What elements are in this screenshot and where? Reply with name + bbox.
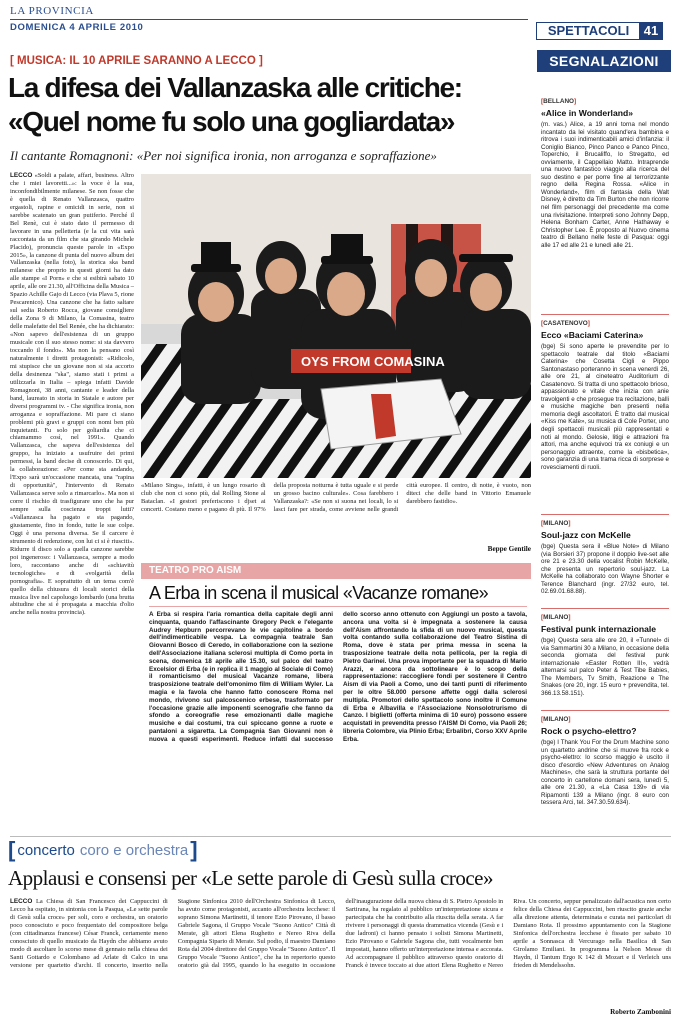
sidebar-item-title: «Alice in Wonderland» <box>541 108 634 118</box>
sidebar-item-place: BELLANO <box>543 98 575 105</box>
kicker-text: MUSICA: IL 10 APRILE SARANNO A LECCO <box>17 55 256 67</box>
headline-line-1: La difesa dei Vallanzaska alle critiche: <box>8 72 462 103</box>
concerto-byline: Roberto Zambonini <box>610 1008 671 1016</box>
sidebar-item-title: Soul-jazz con McKelle <box>541 530 631 540</box>
sidebar-title: SEGNALAZIONI <box>537 50 671 72</box>
concerto-headline: Applausi e consensi per «Le sette parole di Gesù sulla croce» <box>8 866 493 890</box>
sidebar-item-body: (bge) I Thank You For the Drum Machine sono un quartetto andrine che si muove fra rock e psycho-elettro: lo scorso maggio è uscito il disco d'esordio «New Adventures on Analog Machines», che sarà la struttura portante del concerto in cartellone domani sera, lunedì 5, alle ore 21.30, a «La Casa 139» di via Ripamonti 139 a Milano (ingr. 8 euro con tessera Arci, tel. 347.30.59.634). <box>541 739 669 807</box>
concerto-dateline: LECCO <box>10 898 33 905</box>
band-photo-illustration <box>141 174 531 478</box>
kicker-bracket-close: ] <box>255 55 263 67</box>
sidebar-item: [BELLANO] «Alice in Wonderland» (m. vas.) Alice, a 19 anni torna nel mondo incantato da lei visitato quand'era bambina e ritrova i suoi indimenticabili amici d'infanzia: il Coniglio Bianco, Pinco Panco e Panco Pinco, Toperchio, il Brucaliffo, lo Stregatto, ed ovviamente, il Cappellaio Matto. Intraprende una nuovo fantastico viaggio alla ricerca del suo destino e per porre fine al terrorizzante regno della Regina Rossa. «Alice in Wonderland», film di fantasia della Walt Disney, è diretto da Tim Burton che non ricorre nel film personaggi del precedente ma come una rivisitazione. Interpreti sono Johnny Depp, Helena Bonham Carter, Anne Hathaway e Christopher Lee. È proposto al Nuovo cinema teatro di Bellano nelle feste di Pasqua: oggi alle 17 ed alle 21 e lunedì alle 21. <box>541 98 669 288</box>
masthead-paper: LA PROVINCIA <box>10 5 94 17</box>
photo-banner-text: OYS FROM COMASINA <box>301 354 445 369</box>
article-col2-text: «Milano Sings», infatti, è un lungo rosario di club che non ci sono più, dal Rolling Stone al Bataclan. «I gestori preferiscono i djset ai concerti. Costano meno e pagano di più. Il 97% della proposta notturna è tutta uguale e si perde un grosso bacino culturale». Cosa farebbero i Vallanzaska?: «Se non si suona nei locali, lo si lasci fare per strada, come avviene nelle grandi città europee. Il centro, di notte, è vuoto, non diteci che delle band in Vittorio Emanuele darebbero fastidio». <box>141 482 531 513</box>
page-number: 41 <box>639 22 663 40</box>
headline-line-2: «Quel nome fu solo una gogliardata» <box>8 106 455 137</box>
section-divider <box>10 836 671 837</box>
section-label: SPETTACOLI <box>536 22 640 40</box>
concerto-bracket-open: [ <box>8 837 16 862</box>
sidebar-item-body: (bge) Questa sera alle ore 20, il «Tunnel» di via Sammartini 30 a Milano, in occasione della seconda giornata del festival punk internazionale «Easter Rotten III», vedrà alternarsi sul palco Peter & Test Tibe Babies, The Members, Tv Smith, Reazione e The Snakes (ore 20, ingr. 15 euro + prevendita, tel. 366.13.58.151). <box>541 637 669 697</box>
aism-body: A Erba si respira l'aria romantica della capitale degli anni cinquanta, quando l'affascinante Gregory Peck e l'elegante Audrey Hepburn percorrevano le vie capitoline a bordo dell'indimenticabile vespa. La compagnia teatrale San Giovanni Bosco di Ceredo, in collaborazione con la sezione dell'Associazione italiana sclerosi multipla di Como porta in scena, domenica 18 aprile alle 15.30, sul palco del teatro Excelsior di Erba (e in replica il 1 maggio al Sociale di Como) il romanticismo del musical Vacanze romane, libera trasposizione teatrale dell'omonimo film di William Wyler. La magia e la favola che hanno fatto conoscere Roma nel mondo, rivivono sul palcoscenico erbese, trasformato per l'occasione grazie alle imponenti scenografie che fanno da sfondo a coreografie rese emozionanti dalle magiche musiche e dai costumi, tra cui spiccano gonne a ruote e pantaloni a sigaretta. La Compagnia San Giovanni non è nuova a questi esperimenti. Reduce infatti dal successo dello scorso anno ottenuto con Aggiungi un posto a tavola, ancora una volta si è impegnata a sostenere la causa dell'Aism affrontando la sfida di un nuovo musical, questa volta contando sulla collaborazione del Teatro Sistina di Roma, dove è stata per prima messa in scena la trasposizione teatrale della nota pellicola, per la regia di Pietro Garinei. Una prova importante per la squadra di Mario Arazzi, e ancora da sottolineare è lo scopo della rappresentazione: raccogliere fondi per sostenere il Centro Aism di via Paoli a Como, uno dei tanti punti di riferimento per le oltre 58.000 persone affette oggi dalla sclerosi multipla. Promotori dello spettacolo sono inoltre il Comune di Erba e Albavilla e l'Associazione Nonsolotrurismo di Canzo. I biglietti (offerta minima di 10 euro) possono essere acquistati in prevendita presso l'AISM Di Como, via Paoli 26; libreria Colombre, via Plinio Erba; Erbalibri, Corso XXV Aprile Erba. <box>149 611 527 743</box>
sidebar-item-place: MILANO <box>543 716 569 723</box>
concerto-text: La Chiesa di San Francesco dei Cappuccini di Lecco ha ospitato, in sintonia con la Pasqua, «Le sette parole di Gesù sulla croce» per soli, coro e orchestra, un oratorio poco conosciuto e poco frequentato del compositore belga (con cittadinanza francese) César Franck, certamente meno conosciuto di quello musicato da Haydn che abbiamo avuto modo di ascoltare lo scorso mese di gennaio nella chiesa dei Santi Gottardo e Colombano ad Arlate di Calco in una versione per quartetto d'archi. Il concerto, inserito nella Stagione Sinfonica 2010 dell'Orchestra Sinfonica di Lecco, ha avuto come protagonisti, accanto all'orchestra lecchese: il soprano Simona Martinetti, il tenore Ezio Pirovano, il basso Gabriele Sagona, il Gruppo Vocale "Suono Antico" Città di Merate, gli attori Elena Rughetto e Nereo Riva della Compagnia Sipario di Merate. Sul podio, il maestro Damiano Rota dal 2004 direttore del Gruppo Vocale "Suono Antico". Il Gruppo Vocale "Suono Antico", che ha in repertorio questo oratorio già dal 1995, quando lo ha eseguito in occasione dell'inaugurazione della nuova chiesa di S. Pietro Apostolo in Sartirana, ha regalato al pubblico un'interpretazione sicura e partecipata che ha contribuito alla riuscita della serata. A far rivivere i personaggi di questa drammatica vicenda (Gesù e i due ladroni) ci hanno pensato i solisti Simona Martinetti, Ezio Pirovano e Gabriele Sagona che, tutti vocalmente ben impostati, hanno offerto un'interpretazione intensa e accorata. Ad accompagnare il pubblico attraverso questo oratorio di Franck è invece toccato ai due attori Elena Rughetto e Nereo Riva. Un concerto, seppur penalizzato dall'acustica non certo felice della Chiesa dei Cappuccini, ben riuscito grazie anche alla direzione attenta, determinata e curata nei particolari di Damiano Rota. Il prossimo appuntamento con la Stagione Sinfonica dell'orchestra lecchese è fissato per sabato 10 aprile a Sonnasca di Vercurago nella Basilica di San Girolamo Emiliani. In programma la Nelson Messe di Haydn, il Tantum Ergo K 142 di Mozart e il Verleich uns frieden di Mendelssohn. <box>10 898 671 969</box>
concerto-body <box>10 898 671 1008</box>
sidebar-item-place: MILANO <box>543 520 569 527</box>
sidebar-item-title: Ecco «Baciami Caterina» <box>541 330 644 340</box>
sidebar-item-title: Festival punk internazionale <box>541 624 657 634</box>
sidebar <box>537 50 671 830</box>
article-col1-text: «Soldi a palate, affari, business. Altro che i miei lavoretti...»: la voce è la sua, inconfondibilmente milanese. Se non fosse che è quella di Renato Vallanzasca, quattro ergastoli, rapine e omicidi in serie, non si sarebbe scatenato un gran putiferio. Perché il Bel Renè, cui è stato dato il permesso di lavorare in una pelletteria (e la cui vita sarà raccontata da un film che sta girando Michele Placido), pronuncia queste parole in «Expo 2015», la canzone di punta del nuovo album dei Vallanzaska (nella foto), la storica ska band milanese che proprio in questi giorni ha dato alle stampe «I Porn» e che si esibirà sabato 10 aprile, alle ore 21.30, all'Officina della Musica – Spazio Achille Gajo di Lecco (via Plava 5, rione Pescarenico). Una canzone che ha fatto saltare sul sedia Roberto Rocca, giovane consigliere della Zona 9 di Milano, la Comasina, teatro delle malefatte del Bel Renée, che ha dichiarato: «Non sapevo dell'esistenza di un gruppo musicale con il suo stesso nome: si sta davvero toccando il fondo». Ma non la pensano così naturalmente i diretti protagonisti: «Ridicolo, mi stupisce che un giovane non si sia accorto della desinenza "ska", siamo stati i primi a utilizzarla in Italia – spiega infatti Davide Romagnoni, 38 anni, cantante e leader della band, laureato in storia in Statale e autore per diversi programmi tv. - Che significa ironia, non arroganza e sopraffazione. Mi pare ci siano problemi più gravi e gruppi con nomi ben più inquietanti. Fu solo per goliardia che ci chiamammo così, nel 1991». Quando Vallanzasca, che sapeva dell'esistenza del gruppo, ha iniziato a usufruire dei primi permessi, la band decise di conoscerlo. Di qui, la collaborazione: «Per come sta andando, l'Expo sarà un'occasione mancata, una "rapina di opportunità", l'intervento di Renato Vallanzasca serve solo a rimarcarlo». Ma non si corre il rischio di trasfigurare uno che ha pur sempre sulla coscienza troppi lutti? «Vallanzasca ha pagato e sta pagando, giustamente, fino in fondo, tutte le sue colpe. Oggi è una persona diversa. Se il carcere è strumento di redenzione, con lui ci si è riusciti». Ridurre il disco solo a quella canzone sarebbe poi ingeneroso: i Vallanzasca, sempre a modo loro, raccontano anche di «schiavitù tecnologiche» e di «volgarità della pornografia». E soprattutto di un tema com'è quello della chiusura di locali storici della musica live nel capoluogo lombardo (una brutta abitudine che si è propagata a macchia d'olio anche nella nostra provincia). <box>10 172 134 617</box>
sidebar-item: [MILANO] Festival punk internazionale (bge) Questa sera alle ore 20, il «Tunnel» di via Sammartini 30 a Milano, in occasione della seconda giornata del festival punk internazionale «Easter Rotten III», vedrà alternarsi sul palco Peter & Test Tibe Babies, The Members, Tv Smith, Reazione e The Snakes (ore 20, ingr. 15 euro + prevendita, tel. 366.13.58.151). <box>541 614 669 697</box>
sidebar-item-place: CASATENOVO <box>543 320 588 327</box>
aism-headline: A Erba in scena il musical «Vacanze romane» <box>149 583 489 603</box>
article-byline: Beppe Gentile <box>487 545 531 553</box>
article-subhead: Il cantante Romagnoni: «Per noi significa ironia, non arroganza e sopraffazione» <box>10 148 437 163</box>
masthead-date: DOMENICA 4 APRILE 2010 <box>10 22 144 33</box>
concerto-bracket-close: ] <box>190 837 198 862</box>
masthead <box>0 0 681 44</box>
article-column-1 <box>10 172 134 814</box>
aism-kicker: TEATRO PRO AISM <box>141 563 531 579</box>
sidebar-item: [CASATENOVO] Ecco «Baciami Caterina» (bge) Si sono aperte le prevendite per lo spettacolo teatrale dal titolo «Baciami Caterina» che Cosetta Cigli e Pippo Santonastaso porteranno in scena venerdì 26, alle ore 21, al cineteatro Auditorium di Casatenovo. Si tratta di uno spettacolo brioso, appassionato e vitale che inizia con anie travolgenti e che prosegue tra recitazione, balli e musiche magiche ben presenti nella memoria degli ascoltatori. È tratto dal musical «Kiss me Kate», su musica di Cole Porter, uno degli spettacoli musicali più rappresentati e noti al mondo. Gelosie, litigi e attrazioni fra attori, ma anche equivoci tra ex coniugi e un personaggio attraente, come la «bisbetica», sono garanzia di una trama ricca di sorprese e rovesciamenti di ruoli. <box>541 320 669 487</box>
sidebar-item-title: Rock o psycho-elettro? <box>541 726 637 736</box>
article-dateline: LECCO <box>10 172 33 179</box>
band-photo <box>141 174 531 478</box>
sidebar-item-body: (bge) Questa sera il «Blue Note» di Milano (via Borsieri 37) propone il doppio live-set alle ore 21 e 23.30 della vocalist Robin McKelle, che presenta un repertorio soul-jazz. La McKelle ha collaborato con Wayne Shorter e Terence Blanchard (ingr. 27/32 euro, tel. 02.69.01.68.88). <box>541 543 669 596</box>
kicker-bracket-open: [ <box>10 55 18 67</box>
sidebar-item-place: MILANO <box>543 614 569 621</box>
sidebar-item: [MILANO] Soul-jazz con McKelle (bge) Questa sera il «Blue Note» di Milano (via Borsieri 37) propone il doppio live-set alle ore 21 e 23.30 della vocalist Robin McKelle, che presenta un repertorio soul-jazz. La McKelle ha collaborato con Wayne Shorter e Terence Blanchard (ingr. 27/32 euro, tel. 02.69.01.68.88). <box>541 520 669 596</box>
article-kicker <box>10 55 263 67</box>
concerto-tag-sub: coro e orchestra <box>79 842 189 859</box>
sidebar-item: [MILANO] Rock o psycho-elettro? (bge) I Thank You For the Drum Machine sono un quartetto andrine che si muove fra rock e psycho-elettro: lo scorso maggio è uscito il disco d'esordio «New Adventures on Analog Machines», che sarà la struttura portante del concerto in cartellone domani sera, lunedì 5, alle ore 21.30, a «La Casa 139» di via Ripamonti 139 a Milano (ingr. 8 euro con tessera Arci, tel. 347.30.59.634). <box>541 716 669 815</box>
sidebar-item-body: (m. vas.) Alice, a 19 anni torna nel mondo incantato da lei visitato quand'era bambina e ritrova i suoi indimenticabili amici d'infanzia: il Coniglio Bianco, Pinco Panco e Panco Pinco, Toperchio, il Brucaliffo, lo Stregatto, ed ovviamente, il Cappellaio Matto. Intraprende una nuovo fantastico viaggio alla ricerca del suo destino e per porre fine al terrorizzante regno della Regina Rossa. «Alice in Wonderland», film di fantasia della Walt Disney, è diretto da Tim Burton che non ricorre nel film personaggi del precedente ma come una rivisitazione. Interpreti sono Johnny Depp, Helena Bonham Carter, Anne Hathaway e Christopher Lee. È proposto al Nuovo cinema teatro di Bellano nelle feste di Pasqua: oggi alle 17 ed alle 21 e lunedì alle 21. <box>541 121 669 249</box>
concerto-tag-main: concerto <box>17 842 75 859</box>
sidebar-item-body: (bge) Si sono aperte le prevendite per lo spettacolo teatrale dal titolo «Baciami Caterina» che Cosetta Cigli e Pippo Santonastaso porteranno in scena venerdì 26, alle ore 21, al cineteatro Auditorium di Casatenovo. Si tratta di uno spettacolo brioso, appassionato e vitale che inizia con anie travolgenti e che prosegue tra recitazione, balli e musiche magiche ben presenti nella memoria degli ascoltatori. È tratto dal musical «Kiss me Kate», su musica di Cole Porter, uno degli spettacoli musicali più rappresentati e noti al mondo. Gelosie, litigi e attrazioni fra attori, ma anche equivoci tra ex coniugi e un personaggio attraente, come la «bisbetica», sono garanzia di una trama ricca di sorprese e rovesciamenti di ruoli. <box>541 343 669 471</box>
concerto-tag <box>8 837 198 862</box>
aism-box <box>141 563 531 831</box>
